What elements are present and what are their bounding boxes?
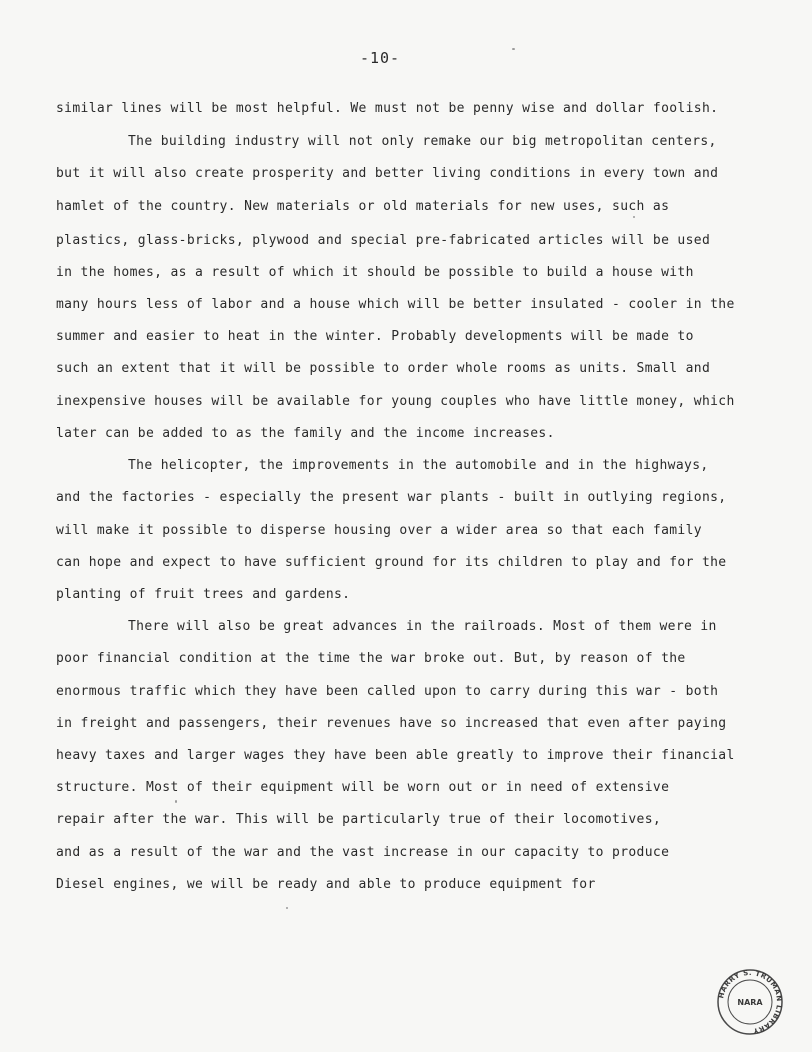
text-line: inexpensive houses will be available for young couples who have little money, which [56, 394, 735, 409]
stamp-ring-text: HARRY S. TRUMAN LIBRARY [717, 968, 784, 1035]
scan-speck [512, 48, 515, 50]
text-line: many hours less of labor and a house which will be better insulated - cooler in the [56, 297, 735, 312]
text-line: plastics, glass-bricks, plywood and special pre-fabricated articles will be used [56, 233, 711, 248]
text-line: but it will also create prosperity and better living conditions in every town and [56, 166, 719, 181]
text-line: summer and easier to heat in the winter. Probably developments will be made to [56, 329, 694, 344]
page-number: -10- [359, 49, 401, 67]
text-line: planting of fruit trees and gardens. [56, 587, 351, 602]
text-line: There will also be great advances in the railroads. Most of them were in [128, 619, 717, 634]
stamp-center-text: NARA [737, 998, 763, 1007]
text-line: The helicopter, the improvements in the automobile and in the highways, [128, 458, 709, 473]
text-line: and as a result of the war and the vast increase in our capacity to produce [56, 845, 670, 860]
text-line: repair after the war. This will be particularly true of their locomotives, [56, 812, 662, 827]
text-line: similar lines will be most helpful. We must not be penny wise and dollar foolish. [56, 101, 719, 116]
text-line: poor financial condition at the time the war broke out. But, by reason of the [56, 651, 686, 666]
text-line: structure. Most of their equipment will be worn out or in need of extensive [56, 780, 670, 795]
text-line: Diesel engines, we will be ready and able to produce equipment for [56, 877, 596, 892]
text-line: hamlet of the country. New materials or old materials for new uses, such as [56, 199, 670, 214]
text-line: will make it possible to disperse housing over a wider area so that each family [56, 523, 702, 538]
text-line: in the homes, as a result of which it should be possible to build a house with [56, 265, 694, 280]
scan-speck [286, 907, 288, 909]
scan-speck [633, 216, 635, 218]
scan-speck [175, 800, 177, 803]
text-line: and the factories - especially the present war plants - built in outlying regions, [56, 490, 727, 505]
text-line: later can be added to as the family and the income increases. [56, 426, 555, 441]
library-seal-icon [716, 968, 784, 1036]
library-stamp [716, 968, 784, 1036]
text-line: such an extent that it will be possible to order whole rooms as units. Small and [56, 361, 711, 376]
text-line: enormous traffic which they have been called upon to carry during this war - both [56, 684, 719, 699]
text-line: The building industry will not only remake our big metropolitan centers, [128, 134, 717, 149]
text-line: heavy taxes and larger wages they have been able greatly to improve their financial [56, 748, 735, 763]
text-line: in freight and passengers, their revenues have so increased that even after paying [56, 716, 727, 731]
text-line: can hope and expect to have sufficient ground for its children to play and for the [56, 555, 727, 570]
